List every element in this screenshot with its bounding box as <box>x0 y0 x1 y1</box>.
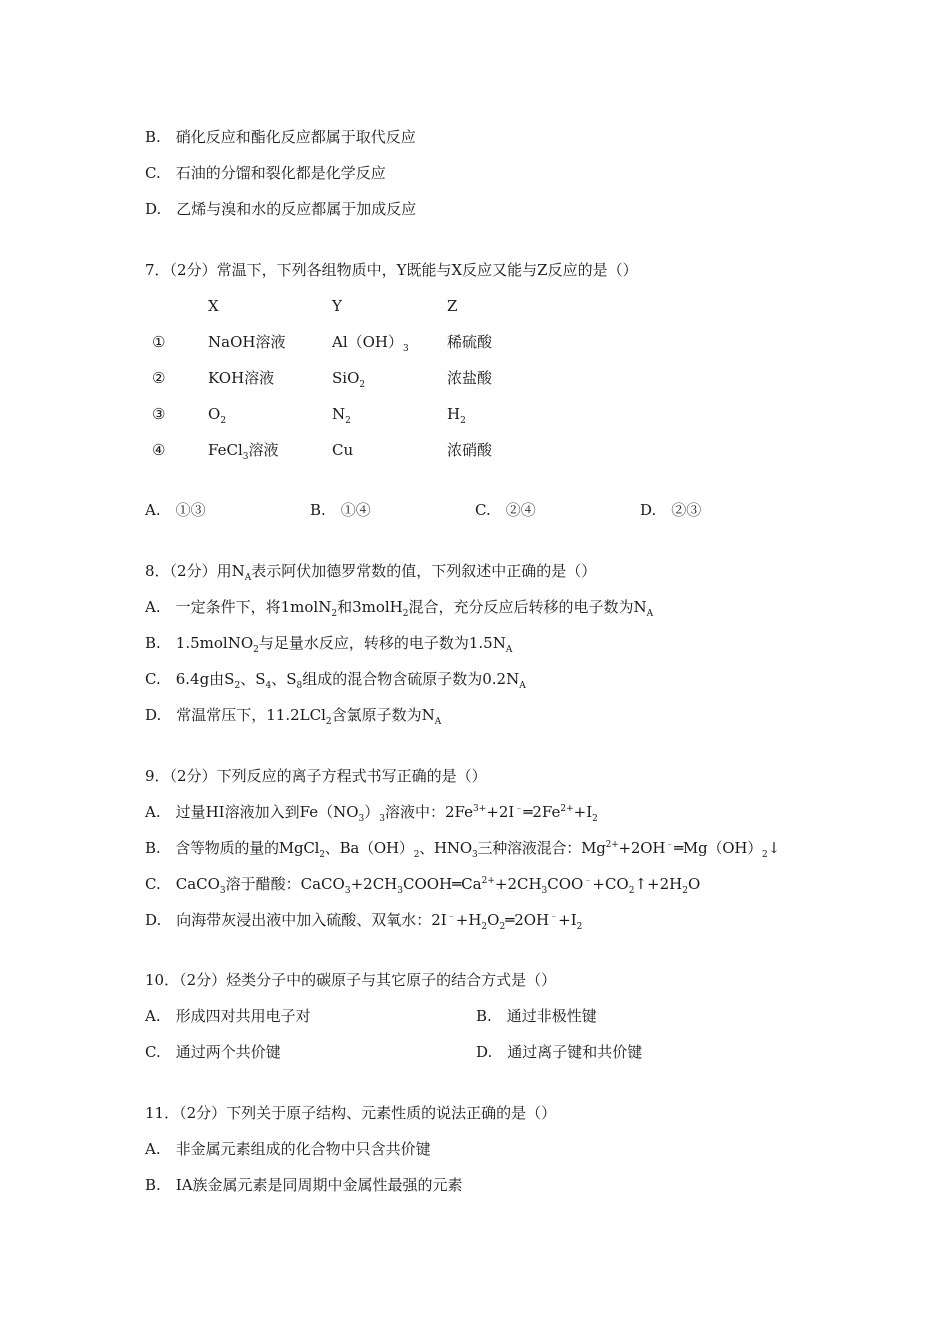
q7-row-number: ① <box>152 333 166 351</box>
q8-option-a: A. 一定条件下，将1molN$_2$和3molH$_2$混合，充分反应后转移的电子数为$N_A$ <box>145 598 654 619</box>
q7-option-d: D. ②③ <box>640 501 702 519</box>
q7-cell-x: NaOH溶液 <box>208 333 286 351</box>
q7-row-number: ④ <box>152 441 166 459</box>
q7-cell-z: $H_2$ <box>447 405 466 426</box>
q6-option-d: D. 乙烯与溴和水的反应都属于加成反应 <box>145 200 417 218</box>
q8-option-c: C. 6.4g由$S_2$、$S_4$、$S_8$组成的混合物含硫原子数为$0.2N_A$ <box>145 670 526 691</box>
q9-option-d: D. 向海带灰浸出液中加入硫酸、双氧水：$2I^﹣+H_2O_2═2OH^﹣+I_2$ <box>145 911 583 932</box>
q6-option-b: B. 硝化反应和酯化反应都属于取代反应 <box>145 128 416 146</box>
q11-option-a: A. 非金属元素组成的化合物中只含共价键 <box>145 1140 431 1158</box>
q6-option-c: C. 石油的分馏和裂化都是化学反应 <box>145 164 386 182</box>
q7-stem: 7．（2分）常温下，下列各组物质中，Y既能与X反应又能与Z反应的是（） <box>145 261 638 279</box>
q10-option-d: D. 通过离子键和共价键 <box>476 1043 643 1061</box>
q7-cell-z: 稀硫酸 <box>447 333 493 351</box>
q8-option-b: B. 1.5molNO$_2$与足量水反应，转移的电子数为$1.5N_A$ <box>145 634 513 655</box>
q7-option-c: C. ②④ <box>475 501 536 519</box>
q10-stem: 10．（2分）烃类分子中的碳原子与其它原子的结合方式是（） <box>145 971 557 989</box>
q7-cell-x: $O_2$ <box>208 405 227 426</box>
q9-option-b: B. 含等物质的量的MgCl$_2$、$Ba(OH)_2$、$HNO_3$三种溶液混合：$Mg^{2+}+2OH^﹣═Mg(OH)_2↓$ <box>145 839 780 860</box>
q10-option-a: A. 形成四对共用电子对 <box>145 1007 311 1025</box>
q7-header-z: Z <box>447 297 458 315</box>
q7-cell-y: $N_2$ <box>332 405 351 426</box>
q11-stem: 11．（2分）下列关于原子结构、元素性质的说法正确的是（） <box>145 1104 557 1122</box>
q9-stem: 9．（2分）下列反应的离子方程式书写正确的是（） <box>145 767 487 785</box>
q11-option-b: B. ⅠA族金属元素是同周期中金属性最强的元素 <box>145 1176 463 1194</box>
q7-row-number: ③ <box>152 405 166 423</box>
q7-option-b: B. ①④ <box>310 501 371 519</box>
q7-cell-x: FeCl$_3$溶液 <box>208 441 279 462</box>
q7-option-a: A. ①③ <box>145 501 206 519</box>
q7-cell-z: 浓盐酸 <box>447 369 493 387</box>
q8-option-d: D. 常温常压下，11.2LCl$_2$含氯原子数为$N_A$ <box>145 706 442 727</box>
q7-row-number: ② <box>152 369 166 387</box>
q7-cell-y: Cu <box>332 441 354 459</box>
q7-cell-x: KOH溶液 <box>208 369 275 387</box>
q9-option-a: A. 过量HI溶液加入到$Fe(NO_3)_3$溶液中：$2Fe^{3+}+2I^﹣═2Fe^{2+}+I_2$ <box>145 803 598 824</box>
q7-header-y: Y <box>332 297 342 315</box>
q10-option-b: B. 通过非极性键 <box>476 1007 597 1025</box>
q8-stem: 8．（2分）用$N_A$表示阿伏加德罗常数的值，下列叙述中正确的是（） <box>145 562 597 583</box>
q7-cell-y: $Al(OH)_3$ <box>332 333 409 354</box>
q10-option-c: C. 通过两个共价键 <box>145 1043 281 1061</box>
q7-cell-z: 浓硝酸 <box>447 441 493 459</box>
q7-cell-y: SiO$_2$ <box>332 369 366 390</box>
q7-header-x: X <box>208 297 219 315</box>
q9-option-c: C. CaCO$_3$溶于醋酸：$CaCO_3+2CH_3COOH═Ca^{2+}+2CH_3COO^﹣+CO_2↑+2H_2O$ <box>145 875 701 896</box>
